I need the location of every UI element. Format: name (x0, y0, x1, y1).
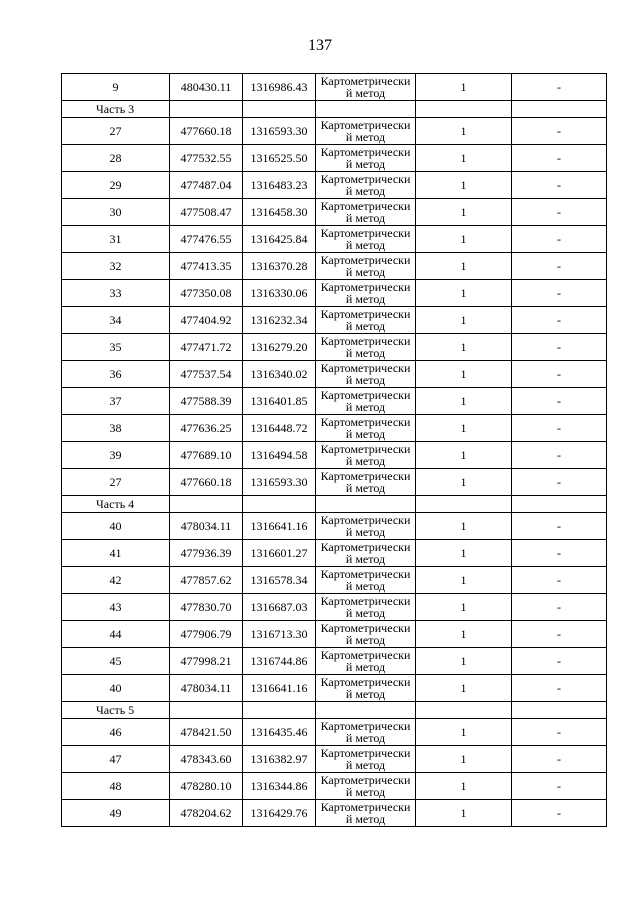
x-coordinate-cell: 477998.21 (170, 648, 243, 675)
point-number-cell: 31 (62, 226, 170, 253)
method-line-1: Картометрически (320, 145, 411, 159)
method-line-1: Картометрически (320, 361, 411, 375)
method-cell (316, 226, 416, 253)
method-line-1: Картометрически (320, 648, 411, 662)
accuracy-cell: 1 (416, 226, 512, 253)
method-line-1: Картометрически (320, 513, 411, 527)
point-number-cell: 27 (62, 118, 170, 145)
method-line-2: й метод (345, 454, 386, 468)
y-coordinate-cell: 1316330.06 (243, 280, 316, 307)
point-number-cell: 28 (62, 145, 170, 172)
empty-cell (512, 496, 607, 513)
point-number-cell: 30 (62, 199, 170, 226)
dash-cell: - (512, 172, 607, 199)
method-line-1: Картометрически (320, 74, 411, 88)
y-coordinate-cell: 1316483.23 (243, 172, 316, 199)
method-line-1: Картометрически (320, 334, 411, 348)
x-coordinate-cell: 477413.35 (170, 253, 243, 280)
accuracy-cell: 1 (416, 118, 512, 145)
method-line-1: Картометрически (320, 172, 411, 186)
point-number-cell: 48 (62, 773, 170, 800)
empty-cell (416, 101, 512, 118)
dash-cell: - (512, 773, 607, 800)
point-number-cell: 43 (62, 594, 170, 621)
method-line-1: Картометрически (320, 800, 411, 814)
point-number-cell: 46 (62, 719, 170, 746)
accuracy-cell: 1 (416, 442, 512, 469)
y-coordinate-cell: 1316494.58 (243, 442, 316, 469)
point-number-cell: 47 (62, 746, 170, 773)
y-coordinate-cell: 1316525.50 (243, 145, 316, 172)
accuracy-cell: 1 (416, 253, 512, 280)
method-line-2: й метод (345, 552, 386, 566)
method-line-2: й метод (345, 481, 386, 495)
method-line-2: й метод (345, 785, 386, 799)
method-line-2: й метод (345, 184, 386, 198)
point-number-cell: 45 (62, 648, 170, 675)
table-row (62, 621, 607, 648)
method-line-2: й метод (345, 400, 386, 414)
method-line-2: й метод (345, 157, 386, 171)
dash-cell: - (512, 361, 607, 388)
table-row (62, 280, 607, 307)
point-number-cell: 41 (62, 540, 170, 567)
part-header-row (62, 702, 607, 719)
table-row (62, 253, 607, 280)
accuracy-cell: 1 (416, 145, 512, 172)
method-line-2: й метод (345, 633, 386, 647)
method-line-2: й метод (345, 238, 386, 252)
table-row (62, 567, 607, 594)
x-coordinate-cell: 477936.39 (170, 540, 243, 567)
method-line-2: й метод (345, 606, 386, 620)
y-coordinate-cell: 1316232.34 (243, 307, 316, 334)
table-row (62, 719, 607, 746)
table-row (62, 469, 607, 496)
method-line-1: Картометрически (320, 746, 411, 760)
accuracy-cell: 1 (416, 773, 512, 800)
y-coordinate-cell: 1316448.72 (243, 415, 316, 442)
point-number-cell: 27 (62, 469, 170, 496)
method-cell (316, 442, 416, 469)
dash-cell: - (512, 388, 607, 415)
empty-cell (170, 496, 243, 513)
dash-cell: - (512, 226, 607, 253)
empty-cell (243, 702, 316, 719)
point-number-cell: 42 (62, 567, 170, 594)
method-cell (316, 675, 416, 702)
x-coordinate-cell: 477636.25 (170, 415, 243, 442)
y-coordinate-cell: 1316986.43 (243, 74, 316, 101)
dash-cell: - (512, 280, 607, 307)
x-coordinate-cell: 477660.18 (170, 118, 243, 145)
method-line-2: й метод (345, 86, 386, 100)
point-number-cell: 35 (62, 334, 170, 361)
empty-cell (316, 101, 416, 118)
method-line-2: й метод (345, 525, 386, 539)
coordinates-table (61, 73, 607, 827)
method-line-1: Картометрически (320, 388, 411, 402)
point-number-cell: 33 (62, 280, 170, 307)
accuracy-cell: 1 (416, 388, 512, 415)
point-number-cell: 44 (62, 621, 170, 648)
accuracy-cell: 1 (416, 746, 512, 773)
point-number-cell: 36 (62, 361, 170, 388)
table-row (62, 172, 607, 199)
method-line-1: Картометрически (320, 567, 411, 581)
dash-cell: - (512, 621, 607, 648)
dash-cell: - (512, 567, 607, 594)
x-coordinate-cell: 477350.08 (170, 280, 243, 307)
method-line-2: й метод (345, 731, 386, 745)
table-row (62, 800, 607, 827)
y-coordinate-cell: 1316713.30 (243, 621, 316, 648)
dash-cell: - (512, 442, 607, 469)
table-row (62, 540, 607, 567)
dash-cell: - (512, 145, 607, 172)
point-number-cell: 37 (62, 388, 170, 415)
dash-cell: - (512, 253, 607, 280)
table-row (62, 675, 607, 702)
x-coordinate-cell: 477660.18 (170, 469, 243, 496)
table-row (62, 746, 607, 773)
method-line-1: Картометрически (320, 773, 411, 787)
x-coordinate-cell: 477857.62 (170, 567, 243, 594)
method-cell (316, 648, 416, 675)
x-coordinate-cell: 477487.04 (170, 172, 243, 199)
accuracy-cell: 1 (416, 800, 512, 827)
coordinates-table-body (62, 74, 607, 827)
method-line-1: Картометрически (320, 118, 411, 132)
x-coordinate-cell: 477537.54 (170, 361, 243, 388)
table-row (62, 773, 607, 800)
table-row (62, 226, 607, 253)
empty-cell (512, 702, 607, 719)
method-line-2: й метод (345, 319, 386, 333)
method-line-2: й метод (345, 427, 386, 441)
x-coordinate-cell: 478204.62 (170, 800, 243, 827)
x-coordinate-cell: 478034.11 (170, 513, 243, 540)
method-cell (316, 800, 416, 827)
accuracy-cell: 1 (416, 594, 512, 621)
x-coordinate-cell: 477404.92 (170, 307, 243, 334)
table-row (62, 388, 607, 415)
y-coordinate-cell: 1316344.86 (243, 773, 316, 800)
empty-cell (170, 702, 243, 719)
method-cell (316, 253, 416, 280)
dash-cell: - (512, 594, 607, 621)
method-cell (316, 746, 416, 773)
method-cell (316, 74, 416, 101)
accuracy-cell: 1 (416, 513, 512, 540)
x-coordinate-cell: 477532.55 (170, 145, 243, 172)
y-coordinate-cell: 1316593.30 (243, 469, 316, 496)
accuracy-cell: 1 (416, 648, 512, 675)
empty-cell (316, 496, 416, 513)
method-cell (316, 719, 416, 746)
method-line-2: й метод (345, 130, 386, 144)
table-row (62, 648, 607, 675)
x-coordinate-cell: 477588.39 (170, 388, 243, 415)
x-coordinate-cell: 478421.50 (170, 719, 243, 746)
method-line-1: Картометрически (320, 621, 411, 635)
y-coordinate-cell: 1316578.34 (243, 567, 316, 594)
method-line-2: й метод (345, 758, 386, 772)
method-line-1: Картометрически (320, 719, 411, 733)
method-line-1: Картометрически (320, 675, 411, 689)
method-line-2: й метод (345, 346, 386, 360)
x-coordinate-cell: 478280.10 (170, 773, 243, 800)
accuracy-cell: 1 (416, 415, 512, 442)
empty-cell (170, 101, 243, 118)
y-coordinate-cell: 1316687.03 (243, 594, 316, 621)
method-line-1: Картометрически (320, 469, 411, 483)
dash-cell: - (512, 746, 607, 773)
part-label: Часть 4 (62, 496, 170, 513)
point-number-cell: 9 (62, 74, 170, 101)
accuracy-cell: 1 (416, 540, 512, 567)
method-line-2: й метод (345, 373, 386, 387)
part-label: Часть 5 (62, 702, 170, 719)
method-line-2: й метод (345, 579, 386, 593)
y-coordinate-cell: 1316382.97 (243, 746, 316, 773)
method-line-1: Картометрически (320, 253, 411, 267)
method-cell (316, 334, 416, 361)
method-line-2: й метод (345, 812, 386, 826)
accuracy-cell: 1 (416, 172, 512, 199)
x-coordinate-cell: 477906.79 (170, 621, 243, 648)
y-coordinate-cell: 1316641.16 (243, 513, 316, 540)
method-line-2: й метод (345, 292, 386, 306)
point-number-cell: 32 (62, 253, 170, 280)
point-number-cell: 49 (62, 800, 170, 827)
empty-cell (316, 702, 416, 719)
method-cell (316, 388, 416, 415)
part-header-row (62, 101, 607, 118)
y-coordinate-cell: 1316279.20 (243, 334, 316, 361)
method-cell (316, 773, 416, 800)
part-header-row (62, 496, 607, 513)
y-coordinate-cell: 1316593.30 (243, 118, 316, 145)
accuracy-cell: 1 (416, 74, 512, 101)
y-coordinate-cell: 1316340.02 (243, 361, 316, 388)
page-number: 137 (308, 37, 332, 54)
method-line-2: й метод (345, 660, 386, 674)
accuracy-cell: 1 (416, 307, 512, 334)
method-cell (316, 469, 416, 496)
x-coordinate-cell: 480430.11 (170, 74, 243, 101)
accuracy-cell: 1 (416, 361, 512, 388)
table-row (62, 307, 607, 334)
table-row (62, 74, 607, 101)
point-number-cell: 29 (62, 172, 170, 199)
x-coordinate-cell: 478343.60 (170, 746, 243, 773)
method-cell (316, 621, 416, 648)
method-cell (316, 118, 416, 145)
method-cell (316, 567, 416, 594)
method-line-1: Картометрически (320, 442, 411, 456)
dash-cell: - (512, 540, 607, 567)
point-number-cell: 40 (62, 513, 170, 540)
table-row (62, 118, 607, 145)
dash-cell: - (512, 648, 607, 675)
point-number-cell: 40 (62, 675, 170, 702)
method-cell (316, 361, 416, 388)
point-number-cell: 38 (62, 415, 170, 442)
y-coordinate-cell: 1316401.85 (243, 388, 316, 415)
dash-cell: - (512, 800, 607, 827)
y-coordinate-cell: 1316744.86 (243, 648, 316, 675)
method-line-2: й метод (345, 211, 386, 225)
method-line-1: Картометрически (320, 540, 411, 554)
dash-cell: - (512, 307, 607, 334)
dash-cell: - (512, 675, 607, 702)
method-cell (316, 145, 416, 172)
table-row (62, 594, 607, 621)
accuracy-cell: 1 (416, 469, 512, 496)
method-line-1: Картометрически (320, 280, 411, 294)
y-coordinate-cell: 1316435.46 (243, 719, 316, 746)
method-cell (316, 540, 416, 567)
empty-cell (416, 702, 512, 719)
empty-cell (243, 496, 316, 513)
accuracy-cell: 1 (416, 334, 512, 361)
accuracy-cell: 1 (416, 675, 512, 702)
x-coordinate-cell: 477689.10 (170, 442, 243, 469)
accuracy-cell: 1 (416, 719, 512, 746)
accuracy-cell: 1 (416, 199, 512, 226)
empty-cell (243, 101, 316, 118)
table-row (62, 334, 607, 361)
method-line-1: Картометрически (320, 594, 411, 608)
y-coordinate-cell: 1316425.84 (243, 226, 316, 253)
y-coordinate-cell: 1316370.28 (243, 253, 316, 280)
empty-cell (512, 101, 607, 118)
part-label: Часть 3 (62, 101, 170, 118)
dash-cell: - (512, 199, 607, 226)
method-cell (316, 513, 416, 540)
accuracy-cell: 1 (416, 280, 512, 307)
method-cell (316, 594, 416, 621)
accuracy-cell: 1 (416, 567, 512, 594)
table-row (62, 145, 607, 172)
dash-cell: - (512, 719, 607, 746)
x-coordinate-cell: 477830.70 (170, 594, 243, 621)
table-row (62, 513, 607, 540)
table-row (62, 442, 607, 469)
table-row (62, 199, 607, 226)
method-line-1: Картометрически (320, 226, 411, 240)
table-row (62, 415, 607, 442)
x-coordinate-cell: 478034.11 (170, 675, 243, 702)
y-coordinate-cell: 1316641.16 (243, 675, 316, 702)
y-coordinate-cell: 1316458.30 (243, 199, 316, 226)
dash-cell: - (512, 334, 607, 361)
method-line-2: й метод (345, 265, 386, 279)
accuracy-cell: 1 (416, 621, 512, 648)
point-number-cell: 39 (62, 442, 170, 469)
dash-cell: - (512, 513, 607, 540)
dash-cell: - (512, 118, 607, 145)
method-cell (316, 415, 416, 442)
y-coordinate-cell: 1316601.27 (243, 540, 316, 567)
y-coordinate-cell: 1316429.76 (243, 800, 316, 827)
point-number-cell: 34 (62, 307, 170, 334)
method-cell (316, 280, 416, 307)
method-line-2: й метод (345, 687, 386, 701)
x-coordinate-cell: 477508.47 (170, 199, 243, 226)
method-cell (316, 307, 416, 334)
empty-cell (416, 496, 512, 513)
method-line-1: Картометрически (320, 415, 411, 429)
dash-cell: - (512, 469, 607, 496)
method-line-1: Картометрически (320, 307, 411, 321)
method-line-1: Картометрически (320, 199, 411, 213)
method-cell (316, 199, 416, 226)
dash-cell: - (512, 74, 607, 101)
table-row (62, 361, 607, 388)
x-coordinate-cell: 477471.72 (170, 334, 243, 361)
x-coordinate-cell: 477476.55 (170, 226, 243, 253)
dash-cell: - (512, 415, 607, 442)
method-cell (316, 172, 416, 199)
